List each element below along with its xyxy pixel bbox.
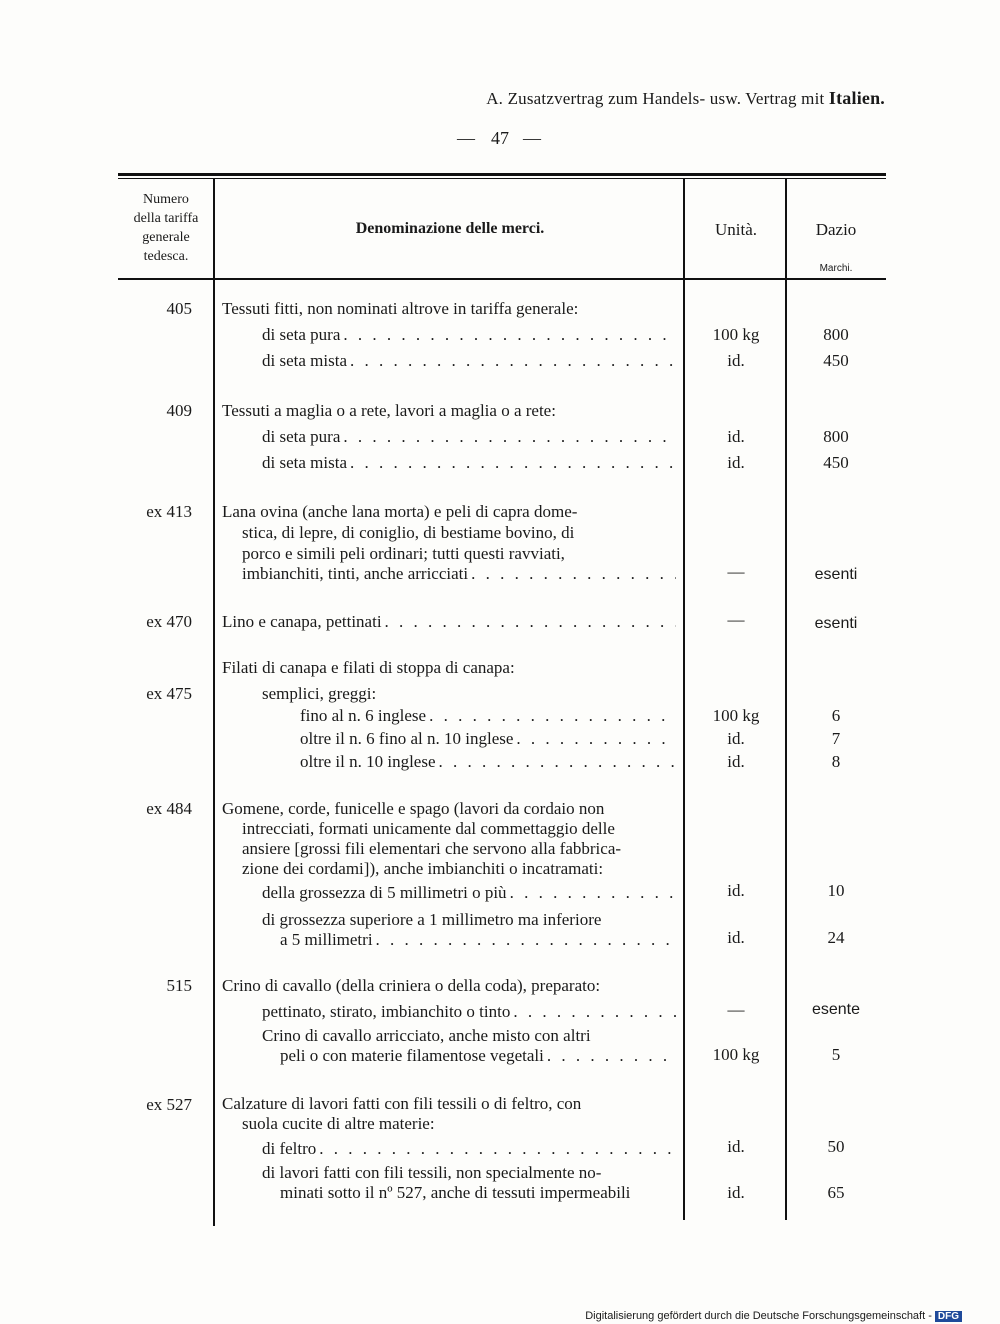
table-top-rule-thin bbox=[118, 178, 886, 179]
item-subheading: semplici, greggi: bbox=[262, 684, 377, 703]
table-row bbox=[262, 427, 676, 447]
duty-cell: 5 bbox=[831, 1045, 841, 1064]
leader-dots bbox=[340, 427, 676, 447]
column-header-duty: Dazio bbox=[815, 220, 857, 239]
column-divider-1 bbox=[213, 178, 215, 1226]
item-label: di seta pura bbox=[262, 427, 341, 446]
column-divider-2 bbox=[683, 178, 685, 1220]
table-row bbox=[262, 453, 676, 473]
duty-cell: 10 bbox=[827, 881, 845, 900]
table-row bbox=[262, 325, 676, 345]
item-text-line: di lavori fatti con fili tessili, non specialmente no- bbox=[262, 1163, 602, 1182]
footer-text: Digitalisierung gefördert durch die Deutsche Forschungsgemeinschaft - bbox=[585, 1310, 932, 1322]
leader-dots bbox=[347, 453, 676, 473]
item-text-line: Gomene, corde, funicelle e spago (lavori da cordaio non bbox=[222, 799, 605, 818]
leader-dots bbox=[316, 1139, 676, 1159]
duty-cell: 6 bbox=[831, 706, 841, 725]
unit-cell: id. bbox=[727, 752, 745, 771]
item-heading: Filati di canapa e filati di stoppa di canapa: bbox=[222, 658, 515, 677]
column-header-description: Denominazione delle merci. bbox=[355, 220, 545, 237]
leader-dots bbox=[347, 351, 676, 371]
table-row bbox=[222, 612, 676, 632]
tariff-number: ex 475 bbox=[146, 684, 192, 703]
unit-cell: id. bbox=[727, 453, 745, 472]
leader-dots bbox=[513, 729, 676, 749]
table-row bbox=[242, 564, 676, 584]
item-text-line: porco e simili peli ordinari; tutti questi ravviati, bbox=[242, 544, 565, 563]
leader-dots bbox=[468, 564, 676, 584]
unit-cell: 100 kg bbox=[712, 706, 760, 725]
table-row bbox=[262, 351, 676, 371]
tariff-number: ex 527 bbox=[146, 1095, 192, 1114]
table-row bbox=[280, 1046, 676, 1066]
item-label: della grossezza di 5 millimetri o più bbox=[262, 883, 507, 902]
column-header-number-line: tedesca. bbox=[143, 249, 189, 264]
tariff-number: 409 bbox=[166, 401, 192, 420]
duty-cell: 450 bbox=[823, 351, 849, 370]
dfg-logo: DFG bbox=[935, 1311, 962, 1322]
running-title: A. Zusatzvertrag zum Handels- usw. Vertrag mit bbox=[486, 89, 825, 108]
tariff-number: 515 bbox=[166, 976, 192, 995]
item-text-line: zione dei cordami]), anche imbianchiti o incatramati: bbox=[242, 859, 604, 878]
leader-dots bbox=[436, 752, 676, 772]
item-text-line: Calzature di lavori fatti con fili tessili o di feltro, con bbox=[222, 1094, 582, 1113]
leader-dots bbox=[426, 706, 676, 726]
duty-cell: 8 bbox=[831, 752, 841, 771]
duty-cell: 24 bbox=[827, 928, 845, 947]
column-header-unit: Unità. bbox=[714, 220, 758, 239]
duty-cell: 65 bbox=[827, 1183, 845, 1202]
item-label: oltre il n. 6 fino al n. 10 inglese bbox=[300, 729, 514, 748]
item-text-line: Lana ovina (anche lana morta) e peli di capra dome- bbox=[222, 502, 578, 521]
table-row bbox=[300, 706, 676, 726]
table-top-rule bbox=[118, 173, 886, 176]
unit-cell: id. bbox=[727, 351, 745, 370]
item-text-line: di grossezza superiore a 1 millimetro ma inferiore bbox=[262, 910, 602, 929]
unit-cell: id. bbox=[727, 881, 745, 900]
table-row bbox=[262, 1002, 676, 1022]
item-text-line: suola cucite di altre materie: bbox=[242, 1114, 435, 1133]
tariff-number: ex 470 bbox=[146, 612, 192, 631]
item-title: Tessuti a maglia o a rete, lavori a maglia o a rete: bbox=[222, 401, 556, 420]
leader-dots bbox=[373, 930, 676, 950]
item-text-line: ansiere [grossi fili elementari che servono alla fabbrica- bbox=[242, 839, 622, 858]
item-text-line: intrecciati, formati unicamente dal commettaggio delle bbox=[242, 819, 615, 838]
item-label: di seta pura bbox=[262, 325, 341, 344]
leader-dots bbox=[544, 1046, 676, 1066]
duty-cell: 7 bbox=[831, 729, 841, 748]
duty-cell: 800 bbox=[823, 325, 849, 344]
leader-dots bbox=[510, 1002, 676, 1022]
item-label: Lino e canapa, pettinati bbox=[222, 612, 382, 631]
duty-cell: 800 bbox=[823, 427, 849, 446]
unit-cell: id. bbox=[727, 427, 745, 446]
column-header-number-line: generale bbox=[142, 230, 190, 245]
table-row bbox=[262, 1139, 676, 1159]
item-label: fino al n. 6 inglese bbox=[300, 706, 427, 725]
unit-cell: 100 kg bbox=[712, 1045, 760, 1064]
leader-dots bbox=[340, 325, 676, 345]
table-row bbox=[262, 883, 676, 903]
unit-cell: — bbox=[727, 1000, 745, 1019]
column-header-number bbox=[118, 190, 214, 266]
leader-dots bbox=[507, 883, 676, 903]
page-number: — 47 — bbox=[457, 128, 543, 148]
item-label: di feltro bbox=[262, 1139, 317, 1158]
duty-cell: esente bbox=[811, 1001, 861, 1018]
unit-cell: id. bbox=[727, 1183, 745, 1202]
item-label: a 5 millimetri bbox=[280, 930, 373, 949]
table-row bbox=[300, 729, 676, 749]
duty-cell: 450 bbox=[823, 453, 849, 472]
unit-cell: id. bbox=[727, 928, 745, 947]
item-label: di seta mista bbox=[262, 453, 347, 472]
unit-cell: id. bbox=[727, 729, 745, 748]
item-label: peli o con materie filamentose vegetali bbox=[280, 1046, 544, 1065]
running-title-country: Italien. bbox=[828, 88, 885, 108]
running-header bbox=[0, 88, 885, 109]
column-header-number-line: Numero bbox=[143, 192, 189, 207]
item-title: Crino di cavallo (della criniera o della coda), preparato: bbox=[222, 976, 601, 995]
page-number-value: 47 bbox=[491, 128, 509, 148]
column-header-duty-unit: Marchi. bbox=[819, 263, 853, 274]
item-text-line: Crino di cavallo arricciato, anche misto con altri bbox=[262, 1026, 591, 1045]
tariff-number: ex 484 bbox=[146, 799, 192, 818]
item-text-line: minati sotto il nº 527, anche di tessuti impermeabili bbox=[280, 1183, 631, 1202]
duty-cell: esenti bbox=[814, 566, 858, 583]
table-header-rule bbox=[118, 278, 886, 280]
unit-cell: 100 kg bbox=[712, 325, 760, 344]
table-row bbox=[300, 752, 676, 772]
item-label: oltre il n. 10 inglese bbox=[300, 752, 436, 771]
unit-cell: — bbox=[727, 562, 745, 581]
item-label: pettinato, stirato, imbianchito o tinto bbox=[262, 1002, 511, 1021]
table-row bbox=[280, 930, 676, 950]
item-label: imbianchiti, tinti, anche arricciati bbox=[242, 564, 469, 583]
duty-cell: 50 bbox=[827, 1137, 845, 1156]
tariff-number: ex 413 bbox=[146, 502, 192, 521]
duty-cell: esenti bbox=[814, 615, 858, 632]
item-text-line: stica, di lepre, di coniglio, di bestiame bovino, di bbox=[242, 523, 575, 542]
leader-dots bbox=[382, 612, 676, 632]
digitization-footer bbox=[585, 1310, 962, 1322]
column-header-number-line: della tariffa bbox=[133, 211, 199, 226]
item-title: Tessuti fitti, non nominati altrove in tariffa generale: bbox=[222, 299, 579, 318]
item-label: di seta mista bbox=[262, 351, 347, 370]
unit-cell: — bbox=[727, 610, 745, 629]
tariff-number: 405 bbox=[166, 299, 192, 318]
unit-cell: id. bbox=[727, 1137, 745, 1156]
